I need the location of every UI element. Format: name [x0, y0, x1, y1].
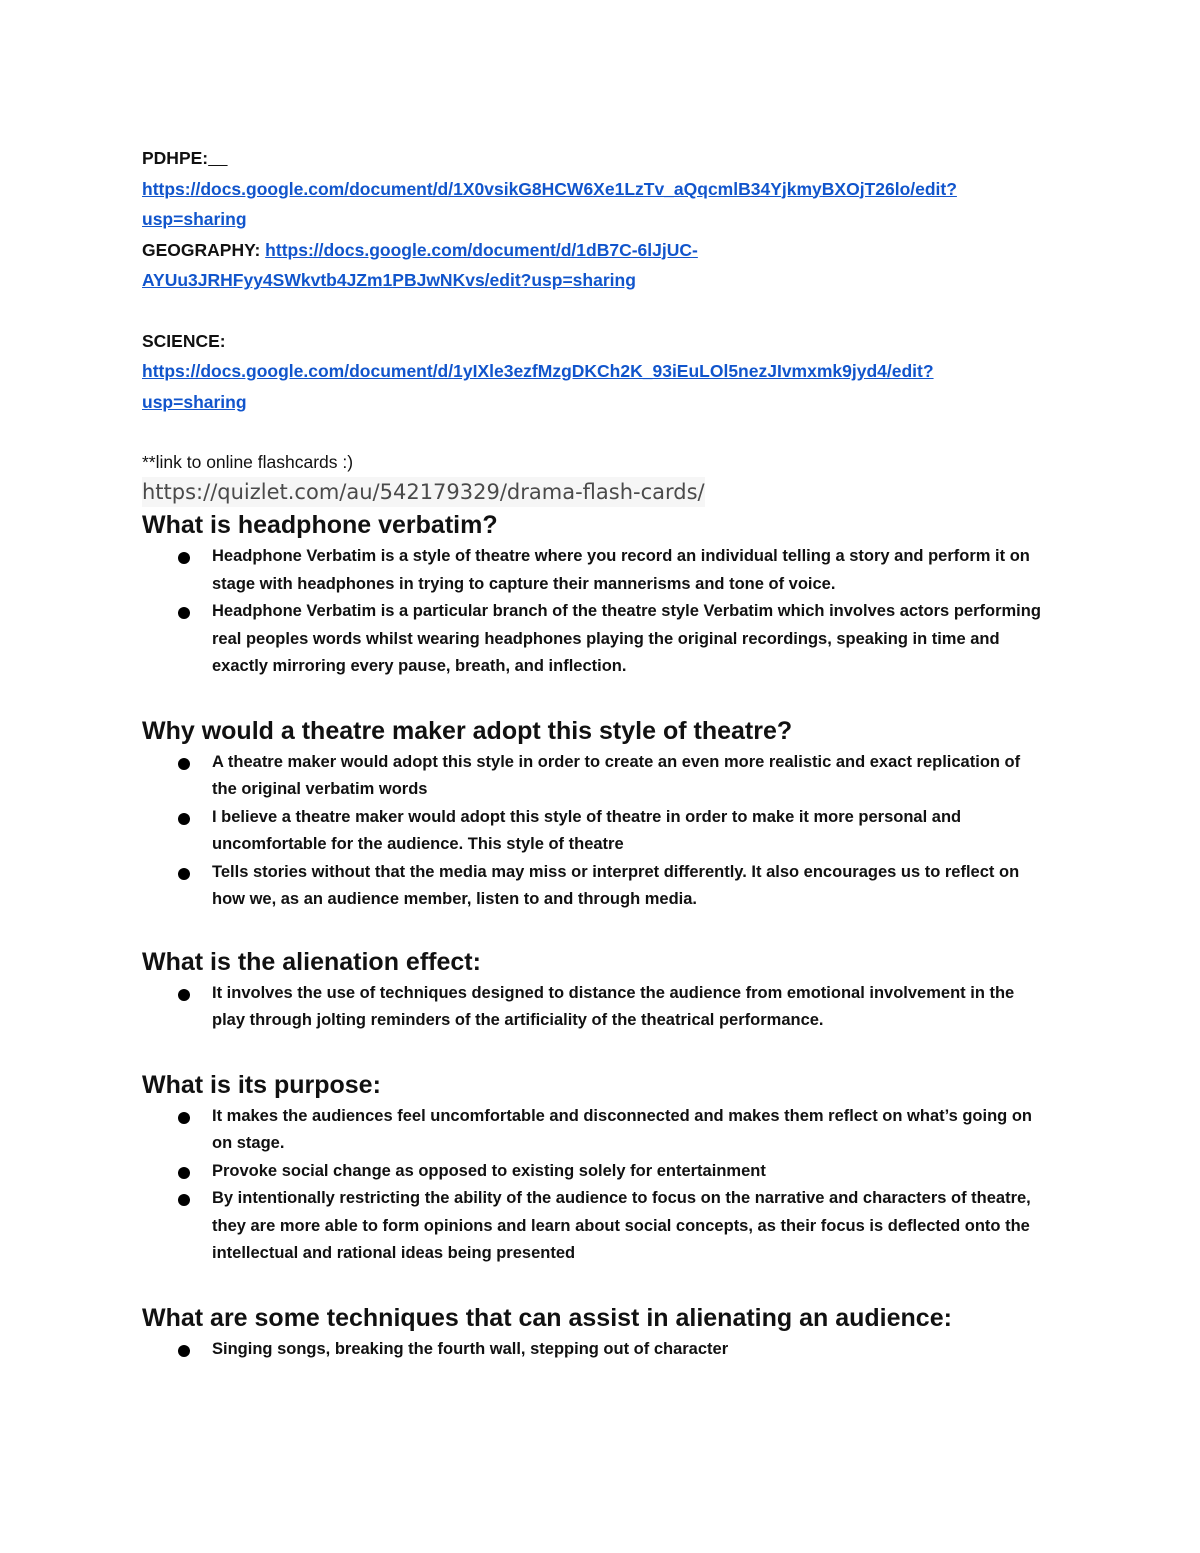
- bullet-icon: [178, 552, 190, 564]
- bullet-icon: [178, 1112, 190, 1124]
- section-heading-why-adopt: Why would a theatre maker adopt this style of theatre?: [142, 716, 793, 745]
- geography-label: GEOGRAPHY:: [142, 239, 261, 260]
- section-heading-alienation-effect: What is the alienation effect:: [142, 947, 481, 976]
- geography-line2: [142, 265, 1062, 296]
- list-item: It involves the use of techniques designed to distance the audience from emotional involvement in the play through jolting reminders of the artificiality of the theatrical performance.: [212, 980, 1062, 1035]
- pdhpe-link-line2: [142, 204, 1062, 235]
- pdhpe-link[interactable]: https://docs.google.com/document/d/1X0vsikG8HCW6Xe1LzTv_aQqcmlB34YjkmyBXOjT26lo/edit?: [142, 178, 957, 199]
- bullet-icon: [178, 813, 190, 825]
- science-label-line: [142, 326, 1062, 357]
- science-link-line2: [142, 387, 1062, 418]
- quizlet-line: [142, 477, 1062, 507]
- list-item: I believe a theatre maker would adopt this style of theatre in order to make it more personal and uncomfortable for the audience. This style of theatre: [212, 804, 1062, 859]
- quizlet-link[interactable]: https://quizlet.com/au/542179329/drama-flash-cards/: [142, 477, 705, 507]
- list-item: Singing songs, breaking the fourth wall, stepping out of character: [212, 1336, 1062, 1364]
- geography-line1: [142, 235, 1062, 266]
- pdhpe-label: PDHPE:: [142, 148, 209, 168]
- science-label: SCIENCE:: [142, 330, 226, 351]
- list-item: Provoke social change as opposed to existing solely for entertainment: [212, 1158, 1062, 1186]
- geography-link-cont[interactable]: AYUu3JRHFyy4SWkvtb4JZm1PBJwNKvs/edit?usp=sharing: [142, 270, 636, 290]
- bullet-icon: [178, 758, 190, 770]
- pdhpe-link-cont[interactable]: usp=sharing: [142, 209, 247, 229]
- section-list-why-adopt: [142, 749, 1062, 914]
- science-link-line1: [142, 356, 1062, 387]
- section-heading-headphone-verbatim: What is headphone verbatim?: [142, 511, 498, 539]
- bullet-icon: [178, 1194, 190, 1206]
- list-item: Headphone Verbatim is a particular branch of the theatre style Verbatim which involves actors performing real peoples words whilst wearing headphones playing the original recordings, speaking in time and exactly mirroring every pause, breath, and inflection.: [212, 598, 1062, 681]
- list-item: It makes the audiences feel uncomfortable and disconnected and makes them reflect on what’s going on on stage.: [212, 1103, 1062, 1158]
- list-item: Tells stories without that the media may miss or interpret differently. It also encourages us to reflect on how we, as an audience member, listen to and through media.: [212, 859, 1062, 914]
- document-body: [142, 143, 1062, 1363]
- list-item: A theatre maker would adopt this style in order to create an even more realistic and exact replication of the original verbatim words: [212, 749, 1062, 804]
- pdhpe-link-line1: [142, 174, 1062, 205]
- section-list-techniques: [142, 1336, 1062, 1364]
- list-item: By intentionally restricting the ability of the audience to focus on the narrative and characters of theatre, they are more able to form opinions and learn about social concepts, as their focus is deflected onto the intellectual and rational ideas being presented: [212, 1185, 1062, 1268]
- science-link[interactable]: https://docs.google.com/document/d/1yIXle3ezfMzgDKCh2K_93iEuLOl5nezJIvmxmk9jyd4/edit?: [142, 361, 934, 381]
- section-heading-purpose: What is its purpose:: [142, 1070, 381, 1099]
- bullet-icon: [178, 989, 190, 1001]
- section-heading-techniques: What are some techniques that can assist in alienating an audience:: [142, 1303, 952, 1332]
- section-list-purpose: [142, 1103, 1062, 1268]
- bullet-icon: [178, 607, 190, 619]
- pdhpe-label-line: [142, 143, 1062, 174]
- bullet-icon: [178, 868, 190, 880]
- bullet-icon: [178, 1345, 190, 1357]
- flashcards-note: **link to online flashcards :): [142, 452, 354, 472]
- bullet-icon: [178, 1167, 190, 1179]
- geography-link[interactable]: https://docs.google.com/document/d/1dB7C-6lJjUC-: [265, 239, 698, 260]
- list-item: Headphone Verbatim is a style of theatre where you record an individual telling a story and perform it on stage with headphones in trying to capture their mannerisms and tone of voice.: [212, 543, 1062, 598]
- section-list-headphone-verbatim: [142, 543, 1062, 681]
- section-list-alienation-effect: [142, 980, 1062, 1035]
- science-link-cont[interactable]: usp=sharing: [142, 391, 247, 412]
